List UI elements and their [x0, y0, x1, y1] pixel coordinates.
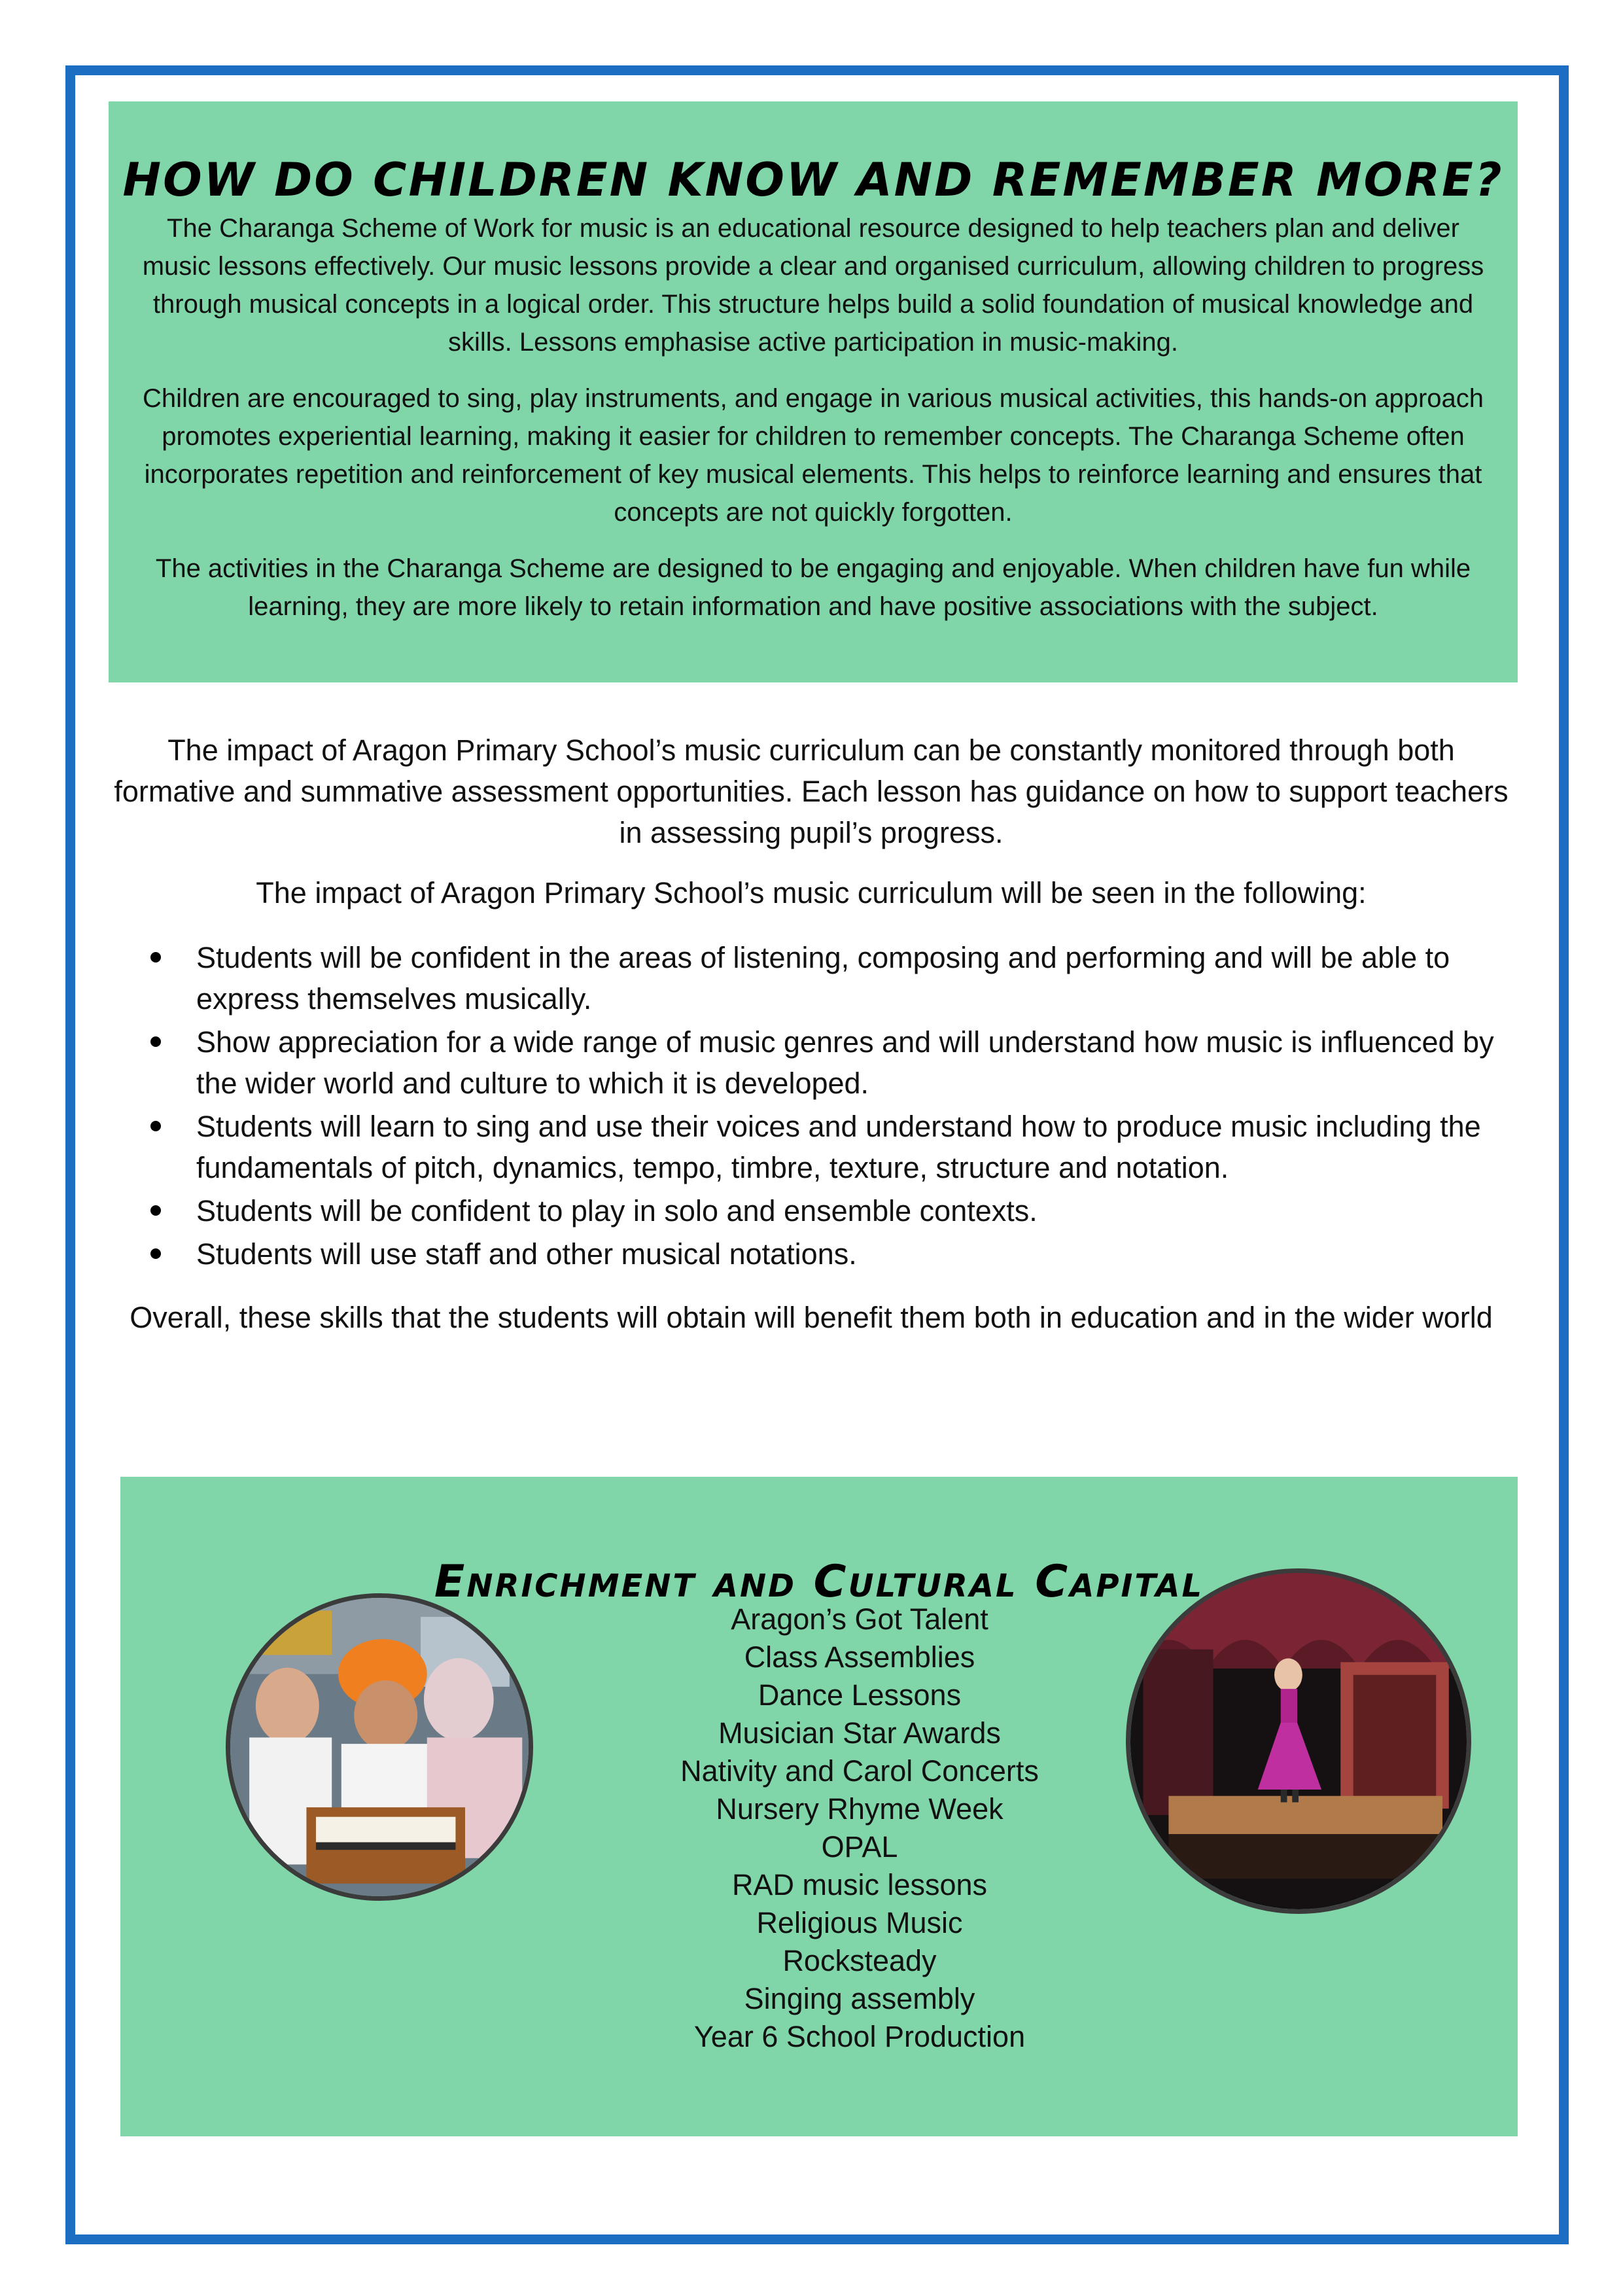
remember-paragraph-3: The activities in the Charanga Scheme are designed to be engaging and enjoyable. When children have fun while learning, they are more likely to retain information and have positive associations with the subject.	[155, 554, 1471, 621]
impact-bullet-text: Show appreciation for a wide range of music genres and will understand how music is influenced by the wider world and culture to which it is developed.	[196, 1025, 1494, 1100]
activity-item: Nursery Rhyme Week	[716, 1792, 1003, 1826]
activity-item: Class Assemblies	[744, 1640, 975, 1674]
stage-singer-photo	[1126, 1568, 1471, 1914]
remember-panel	[109, 101, 1518, 682]
activity-item: Religious Music	[756, 1906, 963, 1939]
activity-item: Dance Lessons	[758, 1678, 962, 1712]
activity-item: Nativity and Carol Concerts	[680, 1754, 1039, 1788]
activity-item: Rocksteady	[782, 1944, 937, 1977]
impact-bullet	[150, 1190, 1518, 1231]
activity-item: Singing assembly	[744, 1982, 975, 2015]
remember-paragraph-2: Children are encouraged to sing, play instruments, and engage in various musical activities, this hands-on approach promotes experiential learning, making it easier for children to remember concepts. The Charanga Scheme often incorporates repetition and reinforcement of key musical elements. This helps to reinforce learning and ensures that concepts are not quickly forgotten.	[142, 384, 1484, 527]
bullet-dot-icon	[150, 952, 161, 963]
activity-item: Musician Star Awards	[718, 1716, 1001, 1750]
bullet-dot-icon	[150, 1205, 161, 1216]
impact-bullet	[150, 937, 1518, 1019]
enrichment-panel	[120, 1477, 1518, 2136]
impact-bullet-text: Students will be confident in the areas of listening, composing and performing and will be able to express themselves musically.	[196, 941, 1450, 1016]
harmonium-lesson-photo	[226, 1593, 533, 1901]
impact-bullet-text: Students will use staff and other musical notations.	[196, 1237, 857, 1271]
enrichment-heading: Enrichment and Cultural Capital	[434, 1556, 1204, 1608]
activity-item: Aragon’s Got Talent	[731, 1602, 988, 1636]
activity-item: RAD music lessons	[731, 1868, 988, 1901]
impact-bullet	[150, 1106, 1518, 1188]
impact-bullet-list	[150, 937, 1518, 1277]
impact-intro: The impact of Aragon Primary School’s music curriculum can be constantly monitored through both formative and summative assessment opportunities. Each lesson has guidance on how to support teachers in assessing pupil’s progress.	[114, 733, 1509, 849]
bullet-dot-icon	[150, 1248, 161, 1259]
impact-outro: Overall, these skills that the students will obtain will benefit them both in education and in the wider world	[130, 1301, 1493, 1334]
remember-heading: HOW DO CHILDREN KNOW AND REMEMBER MORE?	[122, 152, 1504, 207]
impact-bullet	[150, 1233, 1518, 1275]
activity-item: OPAL	[821, 1830, 898, 1863]
bullet-dot-icon	[150, 1036, 161, 1047]
remember-paragraph-1: The Charanga Scheme of Work for music is an educational resource designed to help teachers plan and deliver music lessons effectively. Our music lessons provide a clear and organised curriculum, allowing children to progress through musical concepts in a logical order. This structure helps build a solid foundation of musical knowledge and skills. Lessons emphasise active participation in music-making.	[142, 214, 1484, 357]
impact-bullet-text: Students will learn to sing and use their voices and understand how to produce music including the fundamentals of pitch, dynamics, tempo, timbre, texture, structure and notation.	[196, 1110, 1481, 1184]
enrichment-activity-list	[618, 1600, 1102, 2056]
impact-bullet-text: Students will be confident to play in solo and ensemble contexts.	[196, 1194, 1038, 1227]
impact-bullet	[150, 1021, 1518, 1104]
bullet-dot-icon	[150, 1121, 161, 1131]
activity-item: Year 6 School Production	[693, 2020, 1026, 2053]
impact-lead: The impact of Aragon Primary School’s music curriculum will be seen in the following:	[256, 876, 1367, 910]
